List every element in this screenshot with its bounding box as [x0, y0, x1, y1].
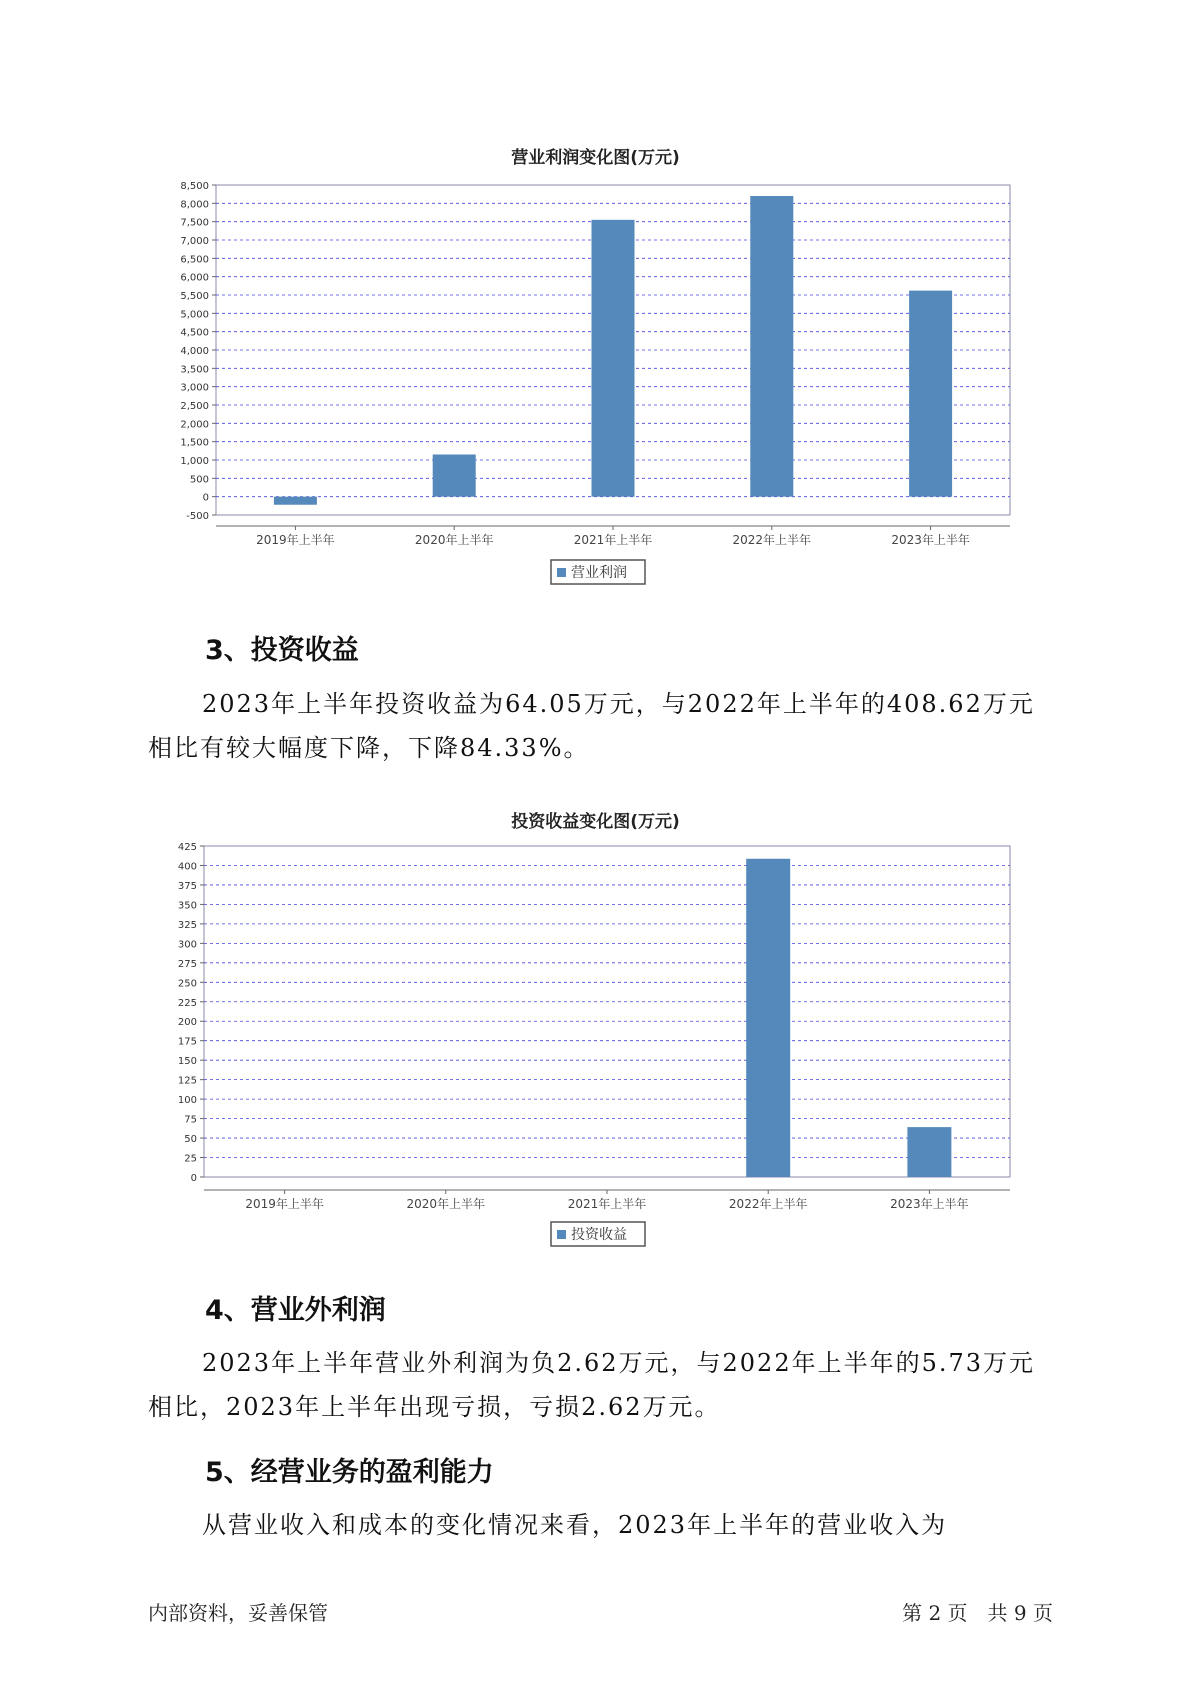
- heading-non-operating-profit: 4、营业外利润: [205, 1295, 386, 1326]
- y-tick-label: 275: [177, 958, 197, 970]
- bar: [907, 1127, 951, 1177]
- y-tick-label: 400: [177, 861, 197, 873]
- legend-swatch: [557, 1230, 566, 1239]
- x-tick-label: 2023年上半年: [890, 1197, 969, 1211]
- bar: [433, 455, 476, 497]
- y-tick-label: 0: [202, 492, 209, 504]
- x-tick-label: 2021年上半年: [573, 533, 653, 547]
- y-tick-label: 3,000: [180, 382, 209, 394]
- y-tick-label: 0: [190, 1173, 197, 1184]
- legend: [551, 560, 645, 584]
- chart-profit: [0, 170, 1191, 590]
- y-tick-label: 7,000: [180, 236, 209, 247]
- y-tick-label: -500: [186, 511, 209, 522]
- y-tick-label: 4,500: [180, 327, 209, 339]
- y-tick-label: 4,000: [180, 346, 209, 357]
- legend-swatch: [557, 568, 566, 577]
- bar: [746, 859, 790, 1177]
- y-tick-label: 8,000: [180, 199, 209, 211]
- chart-title-invest: 投资收益变化图(万元): [511, 812, 680, 832]
- x-tick-label: 2019年上半年: [245, 1197, 324, 1211]
- footer-confidential: 内部资料，妥善保管: [148, 1601, 328, 1625]
- x-tick-label: 2023年上半年: [891, 533, 970, 547]
- y-tick-label: 6,500: [180, 254, 209, 266]
- y-tick-label: 150: [177, 1056, 197, 1068]
- bar: [592, 220, 635, 497]
- y-tick-label: 100: [177, 1095, 197, 1107]
- y-tick-label: 5,500: [180, 291, 209, 302]
- y-tick-label: 300: [177, 939, 197, 951]
- y-tick-label: 1,500: [180, 437, 209, 449]
- footer-page-number: 第 2 页 共 9 页: [902, 1601, 1053, 1625]
- y-tick-label: 375: [177, 880, 197, 892]
- paragraph-investment-income: 2023年上半年投资收益为64.05万元，与2022年上半年的408.62万元相比有较大幅度下降，下降84.33%。: [148, 690, 1035, 762]
- y-tick-label: 75: [184, 1114, 197, 1126]
- y-tick-label: 350: [177, 900, 197, 912]
- chart-invest: [0, 836, 1191, 1256]
- heading-investment-income: 3、投资收益: [205, 635, 359, 666]
- y-tick-label: 200: [177, 1017, 197, 1029]
- paragraph-profitability: 从营业收入和成本的变化情况来看，2023年上半年的营业收入为: [202, 1511, 948, 1539]
- x-tick-label: 2022年上半年: [728, 1197, 808, 1211]
- y-tick-label: 225: [177, 997, 197, 1009]
- y-tick-label: 8,500: [180, 181, 209, 192]
- paragraph-non-operating-profit: 2023年上半年营业外利润为负2.62万元，与2022年上半年的5.73万元相比，2023年上半年出现亏损，亏损2.62万元。: [148, 1349, 1036, 1421]
- legend: [551, 1222, 645, 1246]
- y-tick-label: 125: [177, 1075, 197, 1087]
- y-tick-label: 50: [184, 1134, 197, 1146]
- x-tick-label: 2019年上半年: [256, 533, 335, 547]
- y-tick-label: 25: [184, 1153, 197, 1165]
- x-tick-label: 2022年上半年: [732, 533, 812, 547]
- y-tick-label: 2,000: [180, 419, 209, 431]
- plot-area: [204, 846, 1010, 1177]
- y-tick-label: 250: [177, 978, 197, 990]
- x-tick-label: 2021年上半年: [567, 1197, 647, 1211]
- legend-label: 营业利润: [571, 565, 627, 581]
- y-tick-label: 3,500: [180, 364, 209, 376]
- y-tick-label: 500: [189, 474, 209, 486]
- chart-title-profit: 营业利润变化图(万元): [511, 148, 680, 168]
- x-tick-label: 2020年上半年: [406, 1197, 486, 1211]
- y-tick-label: 7,500: [180, 217, 209, 229]
- bar: [909, 291, 952, 497]
- y-tick-label: 2,500: [180, 401, 209, 412]
- y-tick-label: 5,000: [180, 309, 209, 321]
- y-tick-label: 1,000: [180, 456, 209, 467]
- y-tick-label: 325: [177, 919, 197, 931]
- heading-profitability: 5、经营业务的盈利能力: [205, 1457, 494, 1488]
- legend-label: 投资收益: [571, 1227, 627, 1243]
- y-tick-label: 425: [177, 842, 197, 853]
- bar: [750, 196, 793, 497]
- bar: [274, 497, 317, 505]
- y-tick-label: 6,000: [180, 272, 209, 284]
- y-tick-label: 175: [177, 1036, 197, 1048]
- x-tick-label: 2020年上半年: [414, 533, 494, 547]
